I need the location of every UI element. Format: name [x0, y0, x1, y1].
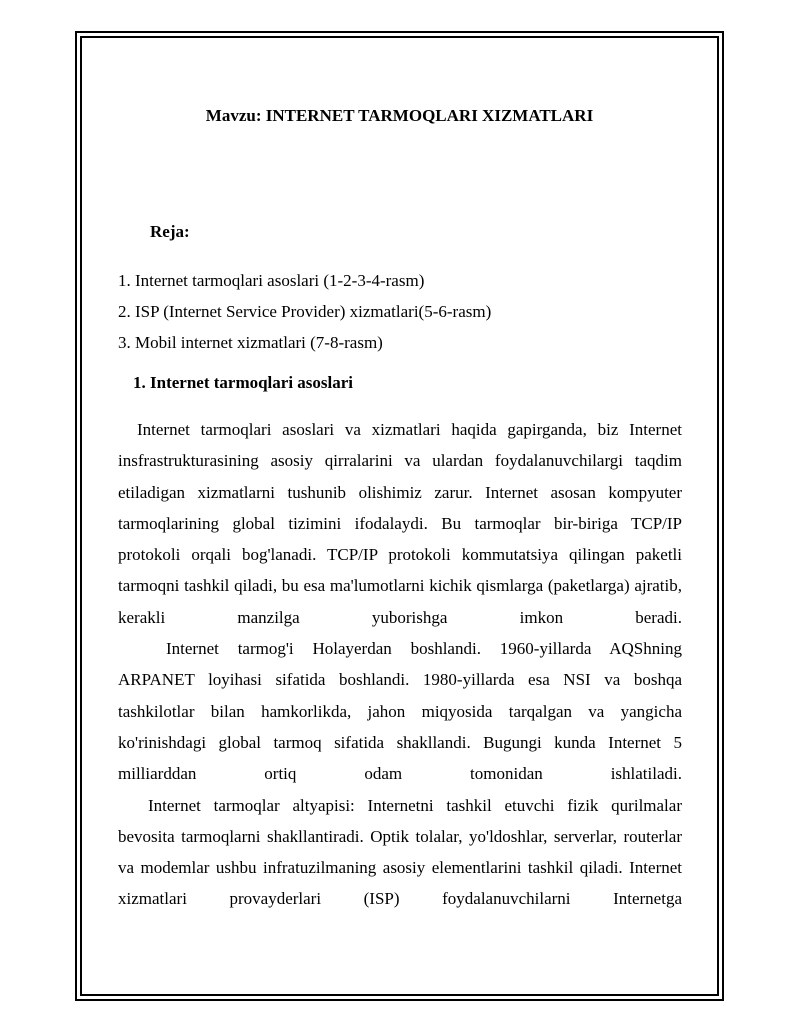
- plan-item: 2. ISP (Internet Service Provider) xizmatlari(5-6-rasm): [118, 302, 492, 321]
- body-text: [118, 414, 682, 915]
- plan-item: 3. Mobil internet xizmatlari (7-8-rasm): [118, 333, 383, 352]
- paragraph: Internet tarmoqlari asoslari va xizmatlari haqida gapirganda, biz Internet insfrastrukturasining asosiy qirralarini va ulardan foydalanuvchilargi taqdim etiladigan xizmatlarni tushunib olishimiz zarur. Internet asosan kompyuter tarmoqlarining global tizimini ifodalaydi. Bu tarmoqlar bir-biriga TCP/IP protokoli orqali bog'lanadi. TCP/IP protokoli kommutatsiya qilingan paketli tarmoqni tashkil qiladi, bu esa ma'lumotlarni kichik qismlarga (paketlarga) ajratib, kerakli manzilga yuborishga imkon beradi.: [118, 420, 682, 627]
- paragraph: Internet tarmog'i Holayerdan boshlandi. 1960-yillarda AQShning ARPANET loyihasi sifatida boshlandi. 1980-yillarda esa NSI va boshqa tashkilotlar bilan hamkorlikda, jahon miqyosida tarqalgan va yangicha ko'rinishdagi global tarmoq sifatida shakllandi. Bugungi kunda Internet 5 milliarddan ortiq odam tomonidan ishlatiladi.: [118, 639, 682, 784]
- plan-list: [118, 265, 491, 358]
- document-title: Mavzu: INTERNET TARMOQLARI XIZMATLARI: [205, 106, 594, 125]
- plan-item: 1. Internet tarmoqlari asoslari (1-2-3-4-rasm): [118, 271, 425, 290]
- paragraph: Internet tarmoqlar altyapisi: Internetni tashkil etuvchi fizik qurilmalar bevosita tarmoqlarni shakllantiradi. Optik tolalar, yo'ldoshlar, serverlar, routerlar va modemlar ushbu infratuzilmaning asosiy elementlarini tashkil qiladi. Internet xizmatlari provayderlari (ISP) foydalanuvchilarni Internetga: [118, 795, 682, 909]
- plan-heading: Reja:: [150, 222, 190, 241]
- section-heading: 1. Internet tarmoqlari asoslari: [133, 373, 354, 392]
